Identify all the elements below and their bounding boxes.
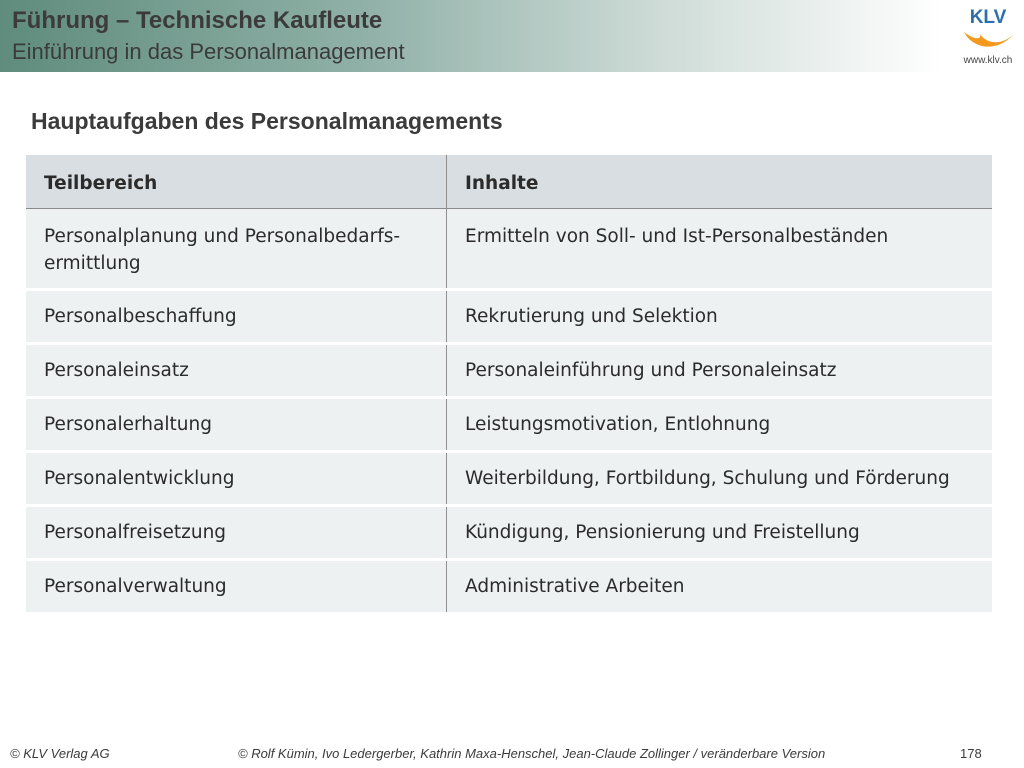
logo-text: KLV: [969, 7, 1007, 28]
table-row: [26, 345, 992, 399]
table-cell-inhalte: Leistungsmotivation, Entlohnung: [465, 414, 771, 435]
table-cell-teilbereich: Personalfreisetzung: [26, 507, 447, 558]
header-title: Führung – Technische Kaufleute: [12, 7, 383, 34]
column-header-inhalte: Inhalte: [465, 173, 539, 194]
footer-authors: © Rolf Kümin, Ivo Ledergerber, Kathrin Maxa-Henschel, Jean-Claude Zollinger / veränderbare Version: [238, 746, 826, 761]
logo-url: www.klv.ch: [963, 55, 1013, 66]
header-banner: [0, 0, 1024, 72]
table-row: [26, 507, 992, 561]
section-title: Hauptaufgaben des Personalmanagements: [31, 108, 503, 134]
table-cell-teilbereich: Personalentwicklung: [26, 453, 447, 504]
table-cell-teilbereich: Personalerhaltung: [26, 399, 447, 450]
table-row: [26, 561, 992, 615]
table-header-row: [26, 155, 992, 209]
logo-swoosh-icon: [964, 32, 1014, 47]
table-cell-inhalte: Administrative Arbeiten: [465, 576, 685, 597]
klv-logo: [958, 4, 1018, 54]
page-number: 178: [960, 746, 982, 761]
footer-publisher: © KLV Verlag AG: [10, 746, 110, 761]
table-cell-teilbereich: Personalbeschaffung: [26, 291, 447, 342]
tasks-table: [26, 155, 992, 615]
table-cell-teilbereich: Personalverwaltung: [26, 561, 447, 612]
header-subtitle: Einführung in das Personalmanagement: [12, 39, 405, 64]
table-cell-inhalte: Rekrutierung und Selektion: [465, 306, 718, 327]
table-cell-teilbereich: Personaleinsatz: [26, 345, 447, 396]
table-row: [26, 453, 992, 507]
table-cell-inhalte: Personaleinführung und Personaleinsatz: [465, 360, 837, 381]
table-row: [26, 399, 992, 453]
table-cell-teilbereich: Personalplanung und Personalbedarfs- ermittlung: [26, 209, 447, 288]
table-cell-inhalte: Kündigung, Pensionierung und Freistellung: [465, 522, 860, 543]
column-header-teilbereich: Teilbereich: [26, 155, 447, 208]
table-cell-inhalte: Ermitteln von Soll- und Ist-Personalbeständen: [465, 226, 889, 247]
table-cell-inhalte: Weiterbildung, Fortbildung, Schulung und Förderung: [465, 468, 950, 489]
table-row: [26, 209, 992, 291]
table-row: [26, 291, 992, 345]
